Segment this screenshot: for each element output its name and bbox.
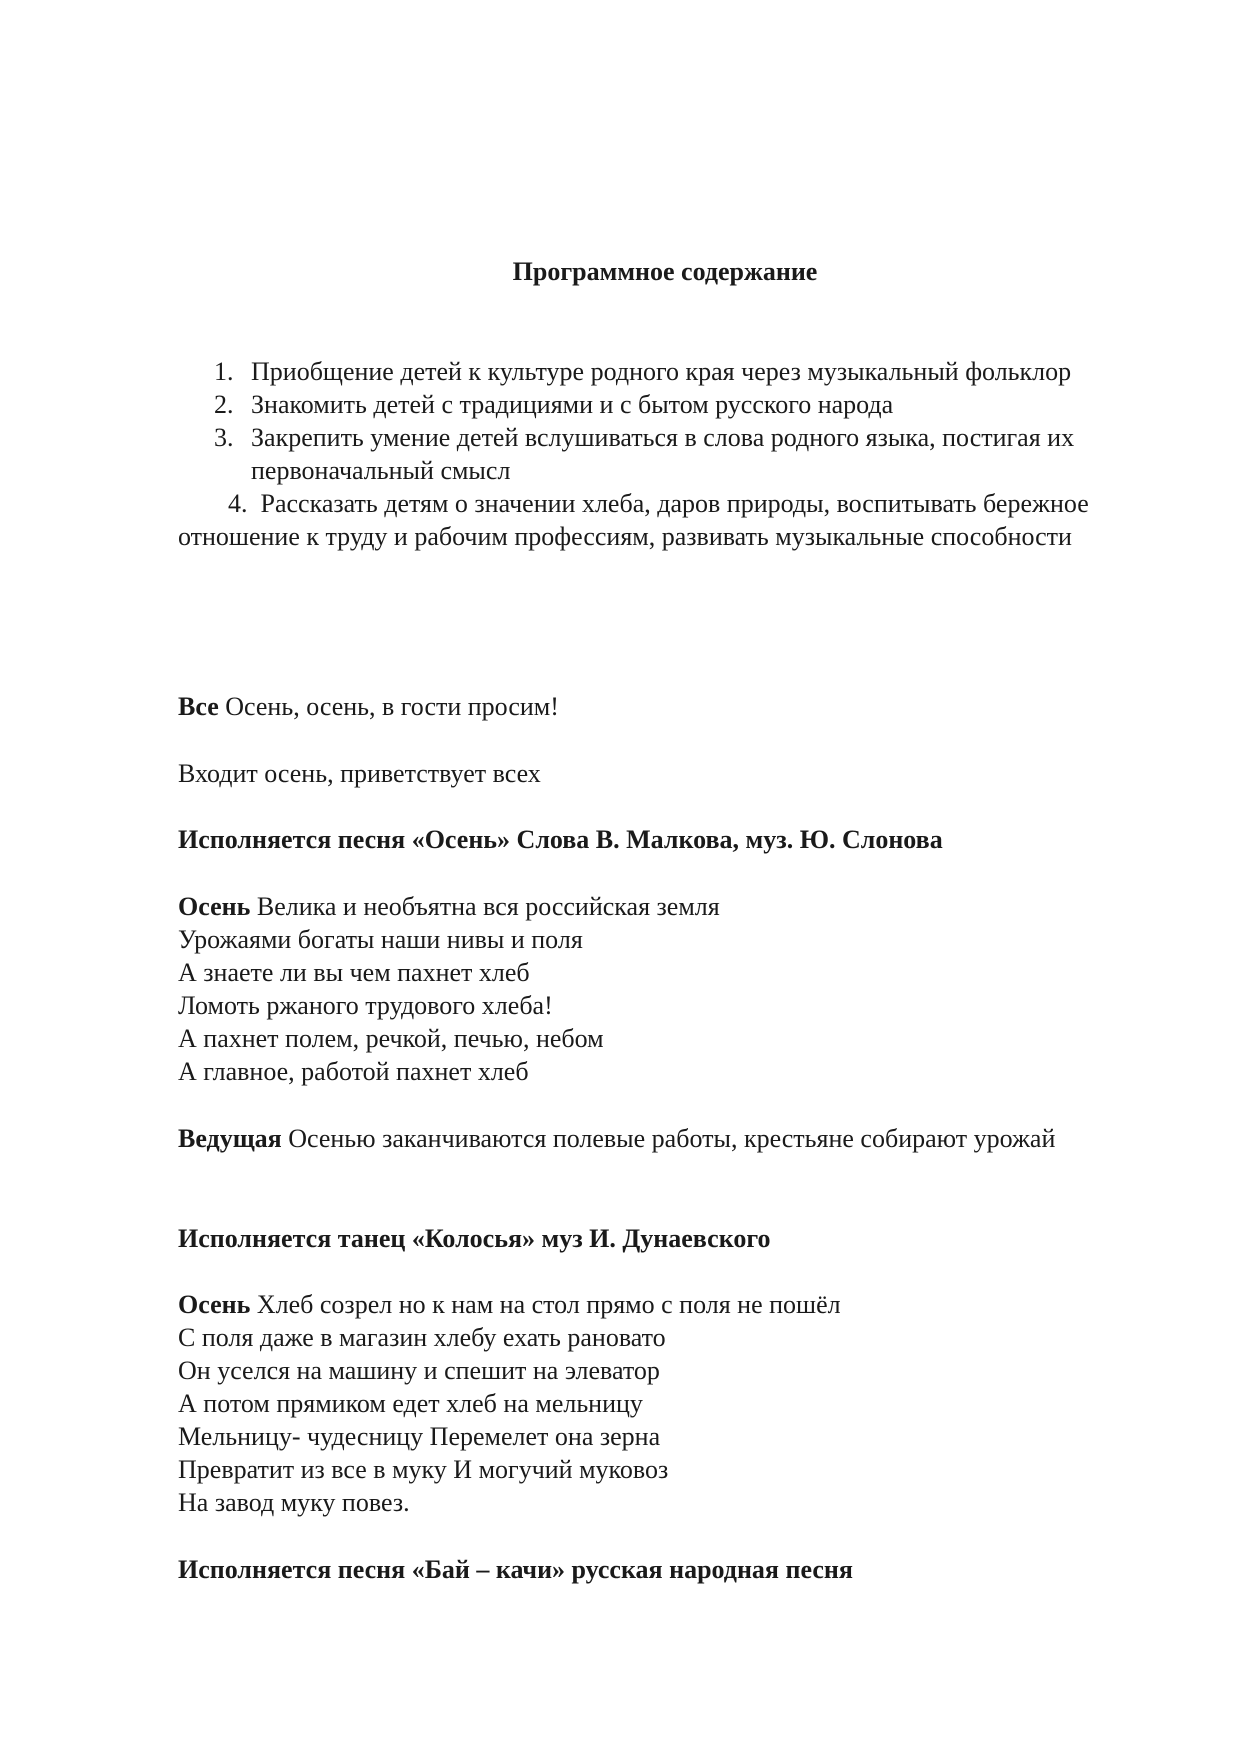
- goal-item: [0, 388, 1151, 421]
- speech-host: [178, 1122, 1168, 1155]
- verse-line: А знаете ли вы чем пахнет хлеб: [178, 958, 530, 987]
- goal-text: Знакомить детей с традициями и с бытом русского народа: [251, 390, 894, 419]
- goal-number: 2.: [214, 390, 234, 419]
- dance-heading: Исполняется танец «Колосья» муз И. Дунаевского: [178, 1224, 771, 1253]
- goal-text: Закрепить умение детей вслушиваться в слова родного языка, постигая их первоначальный смысл: [251, 423, 1075, 485]
- verse-line: Ломоть ржаного трудового хлеба!: [178, 991, 553, 1020]
- verse-line: С поля даже в магазин хлебу ехать рановато: [178, 1323, 666, 1352]
- goal-number: 4.: [228, 489, 248, 518]
- goal-number: 3.: [214, 423, 234, 452]
- song-heading: Исполняется песня «Бай – качи» русская народная песня: [178, 1555, 853, 1584]
- speech-text: Осень, осень, в гости просим!: [225, 692, 559, 721]
- goal-number: 1.: [214, 357, 234, 386]
- verse-line: Велика и необъятна вся российская земля: [256, 892, 720, 921]
- speech-autumn-2: [178, 1288, 1168, 1519]
- speech-autumn-1: [178, 890, 1168, 1088]
- speaker-label: Ведущая: [178, 1124, 282, 1153]
- line-all: [178, 690, 1168, 723]
- verse-line: А пахнет полем, речкой, печью, небом: [178, 1024, 604, 1053]
- goals-list: [0, 355, 1240, 553]
- goal-item: [0, 355, 1151, 388]
- speaker-label: Осень: [178, 892, 251, 921]
- verse-line: А потом прямиком едет хлеб на мельницу: [178, 1389, 643, 1418]
- speaker-label: Все: [178, 692, 219, 721]
- verse-line: Он уселся на машину и спешит на элеватор: [178, 1356, 660, 1385]
- verse-line: Превратит из все в муку И могучий муковоз: [178, 1455, 669, 1484]
- verse-line: А главное, работой пахнет хлеб: [178, 1057, 529, 1086]
- goal-item: [0, 421, 1151, 487]
- goal-item: [0, 487, 1168, 553]
- goal-text: Рассказать детям о значении хлеба, даров природы, воспитывать бережное отношение к труду и рабочим профессиям, развивать музыкальные способности: [178, 489, 1089, 551]
- speaker-label: Осень: [178, 1290, 251, 1319]
- verse-line: Урожаями богаты наши нивы и поля: [178, 925, 583, 954]
- goal-text: Приобщение детей к культуре родного края через музыкальный фольклор: [251, 357, 1072, 386]
- verse-line: Мельницу- чудесницу Перемелет она зерна: [178, 1422, 661, 1451]
- song-heading: Исполняется песня «Осень» Слова В. Малкова, муз. Ю. Слонова: [178, 825, 943, 854]
- speech-text: Осенью заканчиваются полевые работы, крестьяне собирают урожай: [288, 1124, 1056, 1153]
- page-title: Программное содержание: [512, 257, 818, 286]
- verse-line: Хлеб созрел но к нам на стол прямо с поля не пошёл: [256, 1290, 841, 1319]
- verse-line: На завод муку повез.: [178, 1488, 410, 1517]
- stage-direction: Входит осень, приветствует всех: [178, 759, 541, 788]
